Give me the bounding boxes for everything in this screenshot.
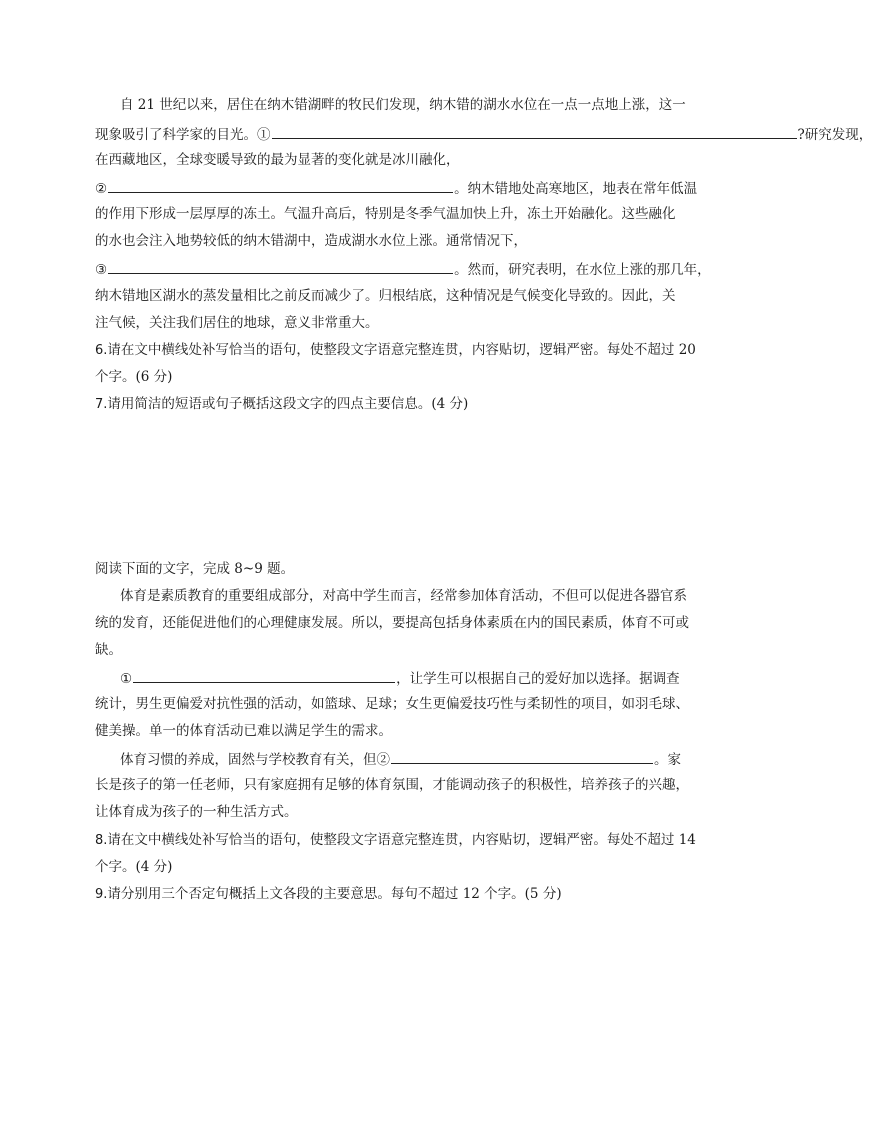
reading-instruction: 阅读下面的文字，完成 8~9 题。 <box>95 561 295 577</box>
passage1-line8: 纳木错地区湖水的蒸发量相比之前反而减少了。归根结底，这种情况是气候变化导致的。因此，关 <box>95 288 676 304</box>
passage2-line7-text: 体育习惯的养成，固然与学校教育有关，但② <box>120 752 390 768</box>
question-9 <box>95 885 705 904</box>
passage1-line7 <box>95 259 711 279</box>
question-8 <box>95 831 705 850</box>
passage1-line1: 自 21 世纪以来，居住在纳木错湖畔的牧民们发现，纳木错的湖水水位在一点一点地上涨，这一 <box>120 97 686 113</box>
passage1-line4-text: 。纳木错地处高寒地区，地表在常年低温 <box>454 181 698 197</box>
passage2-line9: 让体育成为孩子的一种生活方式。 <box>95 804 298 820</box>
question-7 <box>95 395 705 414</box>
circled-number-1: ① <box>120 671 133 687</box>
answer-blank-5[interactable] <box>391 749 653 764</box>
passage2-line6: 健美操。单一的体育活动已难以满足学生的需求。 <box>95 723 392 739</box>
passage2-line4 <box>120 668 730 688</box>
passage1-line2-tail: ?研究发现， <box>797 127 872 143</box>
answer-blank-2[interactable] <box>108 178 453 193</box>
question-6-line2: 个字。(6 分) <box>95 369 173 385</box>
question-6-text: 请在文中横线处补写恰当的语句，使整段文字语意完整连贯，内容贴切，逻辑严密。每处不超过 20 <box>107 342 696 358</box>
passage1-line6: 的水也会注入地势较低的纳木错湖中，造成湖水水位上涨。通常情况下， <box>95 233 527 249</box>
question-9-number: 9. <box>95 887 108 902</box>
passage1-line9: 注气候，关注我们居住的地球，意义非常重大。 <box>95 315 379 331</box>
question-8-line2: 个字。(4 分) <box>95 859 173 875</box>
passage1-line3: 在西藏地区，全球变暖导致的最为显著的变化就是冰川融化， <box>95 152 460 168</box>
passage2-line8: 长是孩子的第一任老师，只有家庭拥有足够的体育氛围，才能调动孩子的积极性，培养孩子的兴趣， <box>95 777 689 793</box>
passage2-line1: 体育是素质教育的重要组成部分，对高中学生而言，经常参加体育活动，不但可以促进各器官系 <box>120 588 687 604</box>
passage2-line5: 统计，男生更偏爱对抗性强的活动，如篮球、足球；女生更偏爱技巧性与柔韧性的项目，如羽毛球、 <box>95 696 689 712</box>
passage2-line7-tail: 。家 <box>654 752 681 768</box>
passage2-line7 <box>120 749 730 769</box>
answer-blank-1[interactable] <box>272 124 797 139</box>
passage1-line2-text: 现象吸引了科学家的目光。① <box>95 127 271 143</box>
question-8-text: 请在文中横线处补写恰当的语句，使整段文字语意完整连贯，内容贴切，逻辑严密。每处不超过 14 <box>107 832 696 848</box>
circled-number-2: ② <box>95 181 108 197</box>
passage1-line7-text: 。然而，研究表明，在水位上涨的那几年， <box>454 262 711 278</box>
answer-blank-4[interactable] <box>133 668 395 683</box>
question-9-text: 请分别用三个否定句概括上文各段的主要意思。每句不超过 12 个字。(5 分) <box>107 886 562 902</box>
passage2-line2: 统的发育，还能促进他们的心理健康发展。所以，要提高包括身体素质在内的国民素质，体育不可或 <box>95 615 689 631</box>
circled-number-3: ③ <box>95 262 108 278</box>
answer-blank-3[interactable] <box>108 259 453 274</box>
question-7-text: 请用简洁的短语或句子概括这段文字的四点主要信息。(4 分) <box>107 396 469 412</box>
question-7-number: 7. <box>95 397 108 412</box>
passage1-line4 <box>95 178 705 198</box>
question-6-number: 6. <box>95 343 108 358</box>
question-8-number: 8. <box>95 833 108 848</box>
passage2-line4-text: ，让学生可以根据自己的爱好加以选择。据调查 <box>396 671 680 687</box>
passage1-line2 <box>95 124 872 144</box>
passage1-line5: 的作用下形成一层厚厚的冻土。气温升高后，特别是冬季气温加快上升，冻土开始融化。这些融化 <box>95 206 676 222</box>
passage2-line3: 缺。 <box>95 642 122 658</box>
question-6 <box>95 341 705 360</box>
